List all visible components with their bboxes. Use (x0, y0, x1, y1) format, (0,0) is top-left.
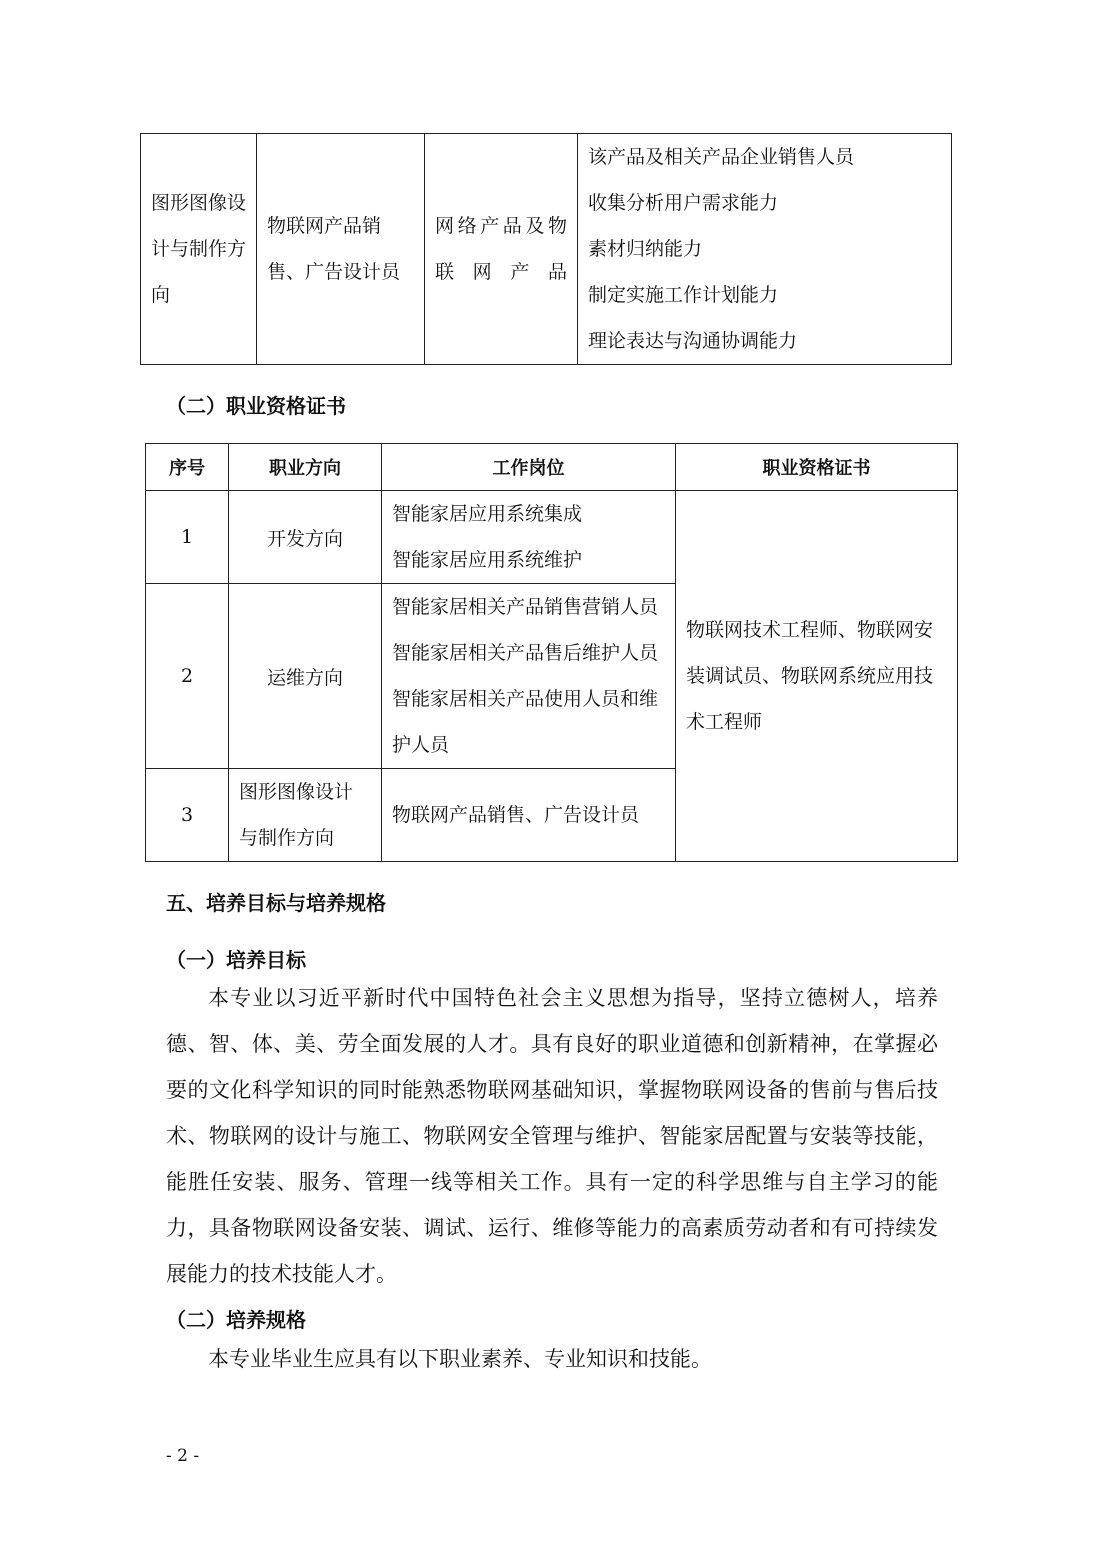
skill-item: 素材归纳能力 (588, 238, 703, 260)
row-direction: 图形图像设计与制作方向 (239, 781, 354, 849)
goal-paragraph: 本专业以习近平新时代中国特色社会主义思想为指导，坚持立德树人，培养德、智、体、美、劳全面发展的人才。具有良好的职业道德和创新精神，在掌握必要的文化科学知识的同时能熟悉物联网基础知识，掌握物联网设备的售前与售后技术、物联网的设计与施工、物联网安全管理与维护、智能家居配置与安装等技能，能胜任安装、服务、管理一线等相关工作。具有一定的科学思维与自主学习的能力，具备物联网设备安装、调试、运行、维修等能力的高素质劳动者和有可持续发展能力的技术技能人才。 (166, 986, 938, 1286)
skill-item: 收集分析用户需求能力 (588, 192, 779, 214)
post-item: 智能家居相关产品销售营销人员 (392, 596, 659, 618)
post-item: 智能家居应用系统集成 (392, 503, 583, 525)
posts-list (382, 792, 675, 838)
post-item: 智能家居应用系统维护 (392, 549, 583, 571)
section5-heading: 五、培养目标与培养规格 (166, 891, 386, 915)
posts-list (382, 491, 675, 583)
product-cell (425, 134, 578, 365)
row-direction: 运维方向 (229, 584, 382, 769)
cert-table-header (146, 444, 958, 491)
goal-heading: （一）培养目标 (166, 948, 306, 972)
career-table-continued (140, 133, 952, 365)
row-no: 3 (146, 769, 229, 862)
row-direction: 开发方向 (229, 491, 382, 584)
post-item: 智能家居相关产品使用人员和维 (392, 688, 659, 710)
skills-cell (578, 134, 952, 365)
post-item: 护人员 (392, 734, 450, 756)
spec-paragraph: 本专业毕业生应具有以下职业素养、专业知识和技能。 (208, 1347, 712, 1371)
post-item: 物联网产品销售、广告设计员 (392, 804, 640, 826)
skill-item: 该产品及相关产品企业销售人员 (588, 146, 855, 168)
direction-text: 图形图像设计与制作方向 (151, 192, 247, 306)
spec-heading: （二）培养规格 (166, 1308, 306, 1332)
table-row (146, 491, 958, 584)
skill-item: 理论表达与沟通协调能力 (588, 330, 798, 352)
cert-table (145, 443, 958, 862)
row-posts (382, 584, 676, 769)
certificate-text: 物联网技术工程师、物联网安装调试员、物联网系统应用技术工程师 (686, 619, 934, 733)
direction-cell (141, 134, 257, 365)
header-no: 序号 (146, 444, 229, 491)
cert-heading: （二）职业资格证书 (166, 394, 346, 418)
row-direction-cell (229, 769, 382, 862)
certificate-cell (676, 491, 958, 862)
row-posts (382, 769, 676, 862)
position-cell (257, 134, 425, 365)
post-item: 智能家居相关产品售后维护人员 (392, 642, 659, 664)
header-post: 工作岗位 (382, 444, 676, 491)
header-cert: 职业资格证书 (676, 444, 958, 491)
page-number: - 2 - (166, 1446, 200, 1466)
product-text: 网络产品及物联网产品 (435, 215, 567, 283)
row-no: 1 (146, 491, 229, 584)
row-no: 2 (146, 584, 229, 769)
skill-item: 制定实施工作计划能力 (588, 284, 779, 306)
skills-list (578, 134, 951, 364)
position-text: 物联网产品销售、广告设计员 (267, 215, 401, 283)
posts-list (382, 584, 675, 768)
header-direction: 职业方向 (229, 444, 382, 491)
row-posts (382, 491, 676, 584)
